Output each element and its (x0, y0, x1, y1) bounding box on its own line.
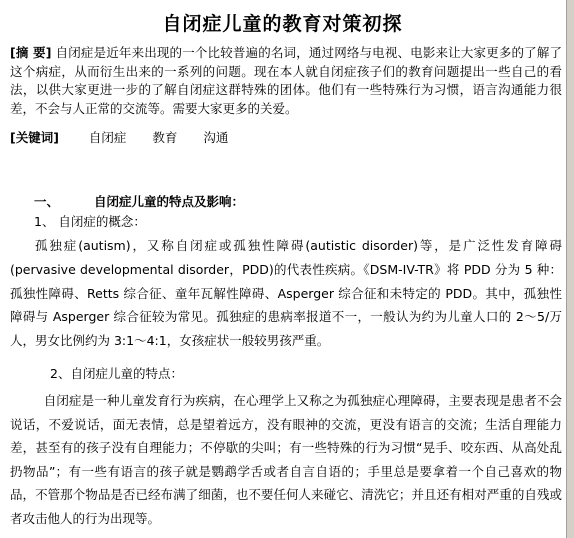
keyword-item: 沟通 (203, 130, 229, 145)
section-heading (34, 192, 244, 210)
abstract-label: [摘 要] (10, 45, 52, 60)
subsection-heading-1: 1、 自闭症的概念： (34, 214, 146, 229)
subsection-paragraph-1: 孤独症(autism)，又称自闭症或孤独性障碍(autistic disorder)等，是广泛性发育障碍(pervasive developmental disorder，PDD)的代表性疾病。《DSM-IV-TR》将 PDD 分为 5 种：孤独性障碍、Retts 综合征、童年瓦解性障碍、Asperger 综合征和未特定的 PDD。其中，孤独性障碍与 Asperger 综合征较为常见。孤独症的患病率报道不一，一般认为约为儿童人口的 2～5/万人，男女比例约为 3:1～4:1，女孩症状一般较男孩严重。 (10, 238, 562, 349)
section-number: 一、 (34, 194, 60, 209)
subsection-paragraph-2: 自闭症是一种儿童发育行为疾病，在心理学上又称之为孤独症心理障碍，主要表现是患者不会说话，不爱说话，面无表情，总是望着远方，没有眼神的交流，更没有语言的交流；生活自理能力差，甚至有的孩子没有自理能力；不停歇的尖叫；有一些特殊的行为习惯“晃手、咬东西、从高处乱扔物品”；有一些有语言的孩子就是鹦鹉学舌或者自言自语的；手里总是要拿着一个自己喜欢的物品，不管那个物品是否已经布满了细菌，也不要任何人来碰它、清洗它；并且还有相对严重的自残或者攻击他人的行为出现等。 (10, 393, 562, 526)
document-title: 自闭症儿童的教育对策初探 (162, 13, 403, 35)
subsection-heading-2: 2、自闭症儿童的特点： (50, 366, 183, 381)
keyword-item: 自闭症 (88, 130, 127, 145)
section-heading-text: 自闭症儿童的特点及影响： (94, 194, 245, 209)
keywords-label: [关键词] (10, 130, 59, 145)
keyword-item: 教育 (152, 130, 178, 145)
abstract-paragraph (10, 44, 562, 118)
window-scrollbar-edge[interactable] (566, 0, 574, 538)
abstract-text: 自闭症是近年来出现的一个比较普遍的名词，通过网络与电视、电影来让大家更多的了解了这个病症，从而衍生出来的一系列的问题。现在本人就自闭症孩子们的教育问题提出一些自己的看法，以供大家更进一步的了解自闭症这群特殊的团体。他们有一些特殊行为习惯，语言沟通能力很差，不会与人正常的交流等。需要大家更多的关爱。 (10, 45, 562, 116)
keywords-line (10, 129, 250, 147)
